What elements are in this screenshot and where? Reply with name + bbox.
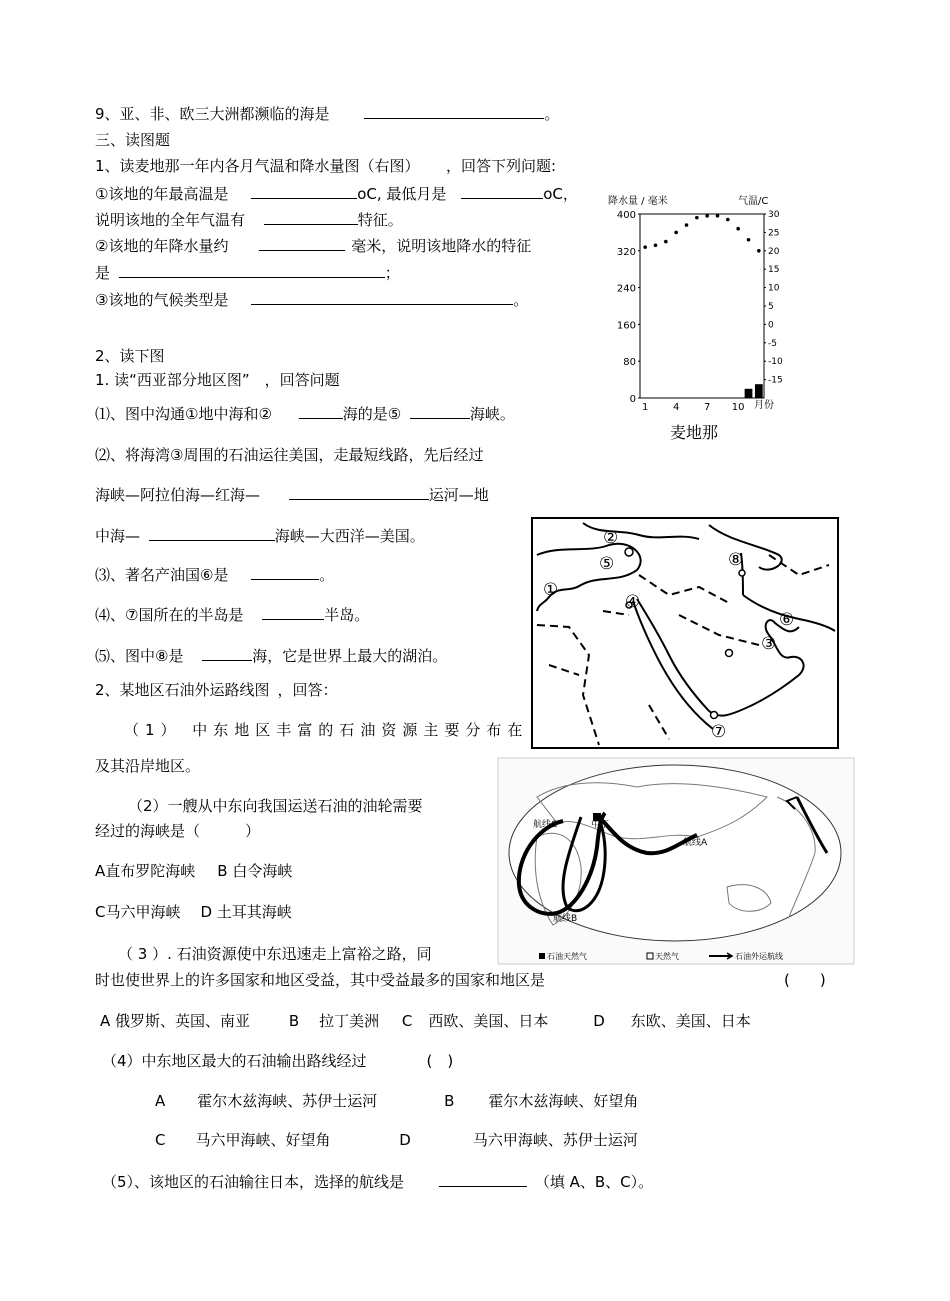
q2-p3-pre: ⑶、著名产油国⑥是: [95, 566, 229, 584]
map2-route-a: 航线A: [683, 838, 708, 848]
map1-label-4: ④: [625, 592, 641, 612]
chart-right-tick: 10: [768, 283, 780, 294]
map2-legend-gas: 天然气: [655, 952, 679, 961]
q1-a1-end: oC，: [543, 185, 578, 203]
q1-a1-blank1[interactable]: [251, 184, 357, 199]
chart-right-tick: 5: [768, 302, 774, 312]
map1-label-1: ①: [543, 580, 559, 600]
q1-a3-blank[interactable]: [251, 290, 513, 305]
map1-label-5: ⑤: [599, 554, 615, 574]
chart-temp-point: [674, 231, 678, 235]
chart-x-tick: 7: [703, 402, 711, 413]
q3-s4-opt-a[interactable]: A: [155, 1092, 166, 1110]
chart-left-axis-label: 降水量 / 毫米: [608, 196, 668, 207]
q3-s4-text: （4）中东地区最大的石油输出路线经过: [102, 1052, 367, 1070]
q2-p4-pre: ⑷、⑦国所在的半岛是: [95, 606, 244, 624]
q9-blank[interactable]: [364, 104, 544, 119]
q2-p1-mid: 海的是⑤: [342, 405, 402, 423]
chart-temp-point: [695, 216, 699, 220]
q3-s5-blank[interactable]: [439, 1172, 527, 1187]
q1-a2b-pre: 是: [95, 264, 111, 282]
q1-a2-mid: 毫米，说明该地降水的特征: [351, 237, 532, 255]
q1-a1-mid: oC, 最低月是: [357, 185, 447, 203]
chart-temp-point: [654, 243, 658, 247]
q3-s4-paren[interactable]: ( ): [426, 1052, 454, 1070]
q1-a2-pre: ②该地的年降水量约: [95, 237, 229, 255]
chart-right-tick: 25: [768, 228, 780, 239]
chart-temp-point: [747, 238, 751, 242]
chart-right-axis-label: 气温/C: [738, 196, 769, 207]
map1-label-8: ⑧: [728, 550, 744, 570]
chart-precip-bar: [755, 384, 763, 398]
map2-mideast: 中东: [591, 820, 610, 830]
q3-s2a: （2）一艘从中东向我国运送石油的油轮需要: [128, 797, 423, 815]
q2-p2c-pre: 中海—: [95, 527, 141, 545]
q2-p5: [95, 646, 447, 666]
q3-s3-opt-b[interactable]: B: [288, 1012, 300, 1030]
q3-s4-opt-d[interactable]: D: [399, 1131, 411, 1149]
q3-title-text: 2、某地区石油外运路线图: [95, 681, 270, 699]
q2-sub: 1. 读“西亚部分地区图” ，回答问题: [95, 371, 340, 389]
q2-p2c-end: 海峡—大西洋—美国。: [274, 527, 425, 545]
q2-title: 2、读下图: [95, 347, 165, 365]
q3-opt-row2: [95, 902, 292, 922]
chart-left-tick: 160: [616, 320, 636, 332]
q1-a2b-end: ；: [384, 264, 400, 282]
q3-s5-pre: （5）、该地区的石油输往日本，选择的航线是: [102, 1173, 405, 1191]
q3-s4-opt-a-text: 霍尔木兹海峡、苏伊士运河: [197, 1092, 378, 1110]
q1-a1b-end: 特征。: [357, 211, 403, 229]
q2-p2b-pre: 海峡—阿拉伯海—红海—: [95, 486, 261, 504]
chart-right-tick: 0: [768, 320, 774, 331]
map1-label-3: ③: [761, 634, 777, 654]
q1-intro-tail: ，回答下列问题:: [446, 157, 557, 175]
q1-a2: [95, 236, 531, 256]
q3-s3-paren[interactable]: ( ): [784, 971, 826, 989]
q3-s4-opt-c-text: 马六甲海峡、好望角: [195, 1131, 331, 1149]
chart-temp-point: [736, 227, 740, 231]
q3-s4-opt-c[interactable]: C: [155, 1131, 166, 1149]
q3-s3-opt-c-text: 西欧、美国、日本: [428, 1012, 549, 1030]
q1-a3-pre: ③该地的气候类型是: [95, 291, 229, 309]
chart-right-tick: -10: [768, 357, 783, 368]
q3-s5-end: （填 A、B、C）。: [534, 1173, 654, 1191]
q3-opt-b[interactable]: B 白令海峡: [217, 862, 293, 880]
q1-a2-blank[interactable]: [259, 236, 345, 251]
q2-p1-blank2[interactable]: [410, 404, 470, 419]
q3-s3-options: [100, 1011, 751, 1031]
q3-s4: [102, 1051, 453, 1071]
section3-title: 三、读图题: [95, 131, 171, 149]
q3-s4-row1: [155, 1091, 638, 1111]
chart-temp-point: [664, 240, 668, 244]
chart-right-tick: 30: [768, 210, 780, 220]
q2-p2b-blank[interactable]: [289, 485, 429, 500]
q2-p5-end: 海，它是世界上最大的湖泊。: [252, 647, 448, 665]
chart-left-tick: 240: [616, 283, 636, 295]
q2-p1-end: 海峡。: [469, 405, 515, 423]
q1-a2b: [95, 263, 400, 283]
q1-a3-end: 。: [513, 291, 529, 309]
q2-p5-blank[interactable]: [202, 646, 252, 661]
chart-x-tick: 1: [641, 402, 649, 413]
q3-opt-row1: [95, 861, 292, 881]
q2-p2c: [95, 526, 425, 546]
chart-precip-bar: [745, 389, 753, 398]
q3-s4-opt-d-text: 马六甲海峡、苏伊士运河: [472, 1131, 638, 1149]
chart-temp-point: [643, 245, 647, 249]
q3-s5: [102, 1172, 653, 1192]
q2-p5-pre: ⑸、图中⑧是: [95, 647, 184, 665]
q1-a1b-blank[interactable]: [264, 210, 358, 225]
q1-a1-pre: ①该地的年最高温是: [95, 185, 229, 203]
q3-title-tail: ，回答：: [277, 681, 338, 699]
climate-chart: [596, 186, 786, 450]
chart-x-tick: 4: [672, 402, 680, 413]
q3-s3-opt-b-text: 拉丁美洲: [319, 1012, 380, 1030]
q1-a3: [95, 290, 528, 310]
q3-s4-row2: [155, 1130, 638, 1150]
q2-p1: [95, 404, 515, 424]
map2-route-b: 航线B: [553, 914, 578, 924]
q3-s4-opt-b[interactable]: B: [444, 1092, 455, 1110]
q2-p2c-blank[interactable]: [149, 526, 275, 541]
q1-intro: [95, 156, 556, 176]
map1-label-7: ⑦: [711, 722, 727, 742]
q3-s3-opt-c[interactable]: C: [401, 1012, 413, 1030]
q1-a1b: [95, 210, 403, 230]
chart-plot-frame: [640, 214, 764, 398]
q2-p3: [95, 565, 334, 585]
chart-temp-point: [705, 214, 709, 218]
q3-opt-c[interactable]: C马六甲海峡: [95, 903, 181, 921]
q3-opt-a[interactable]: A直布罗陀海峡: [95, 862, 196, 880]
chart-right-tick: 15: [768, 265, 780, 276]
chart-left-tick: 320: [616, 246, 636, 258]
q3-s1b: 及其沿岸地区。: [95, 757, 201, 775]
chart-temp-point: [685, 223, 689, 227]
q1-a1b-pre: 说明该地的全年气温有: [95, 211, 246, 229]
chart-right-tick: -15: [768, 375, 783, 386]
q2-p3-blank[interactable]: [251, 565, 319, 580]
chart-temp-point: [726, 218, 730, 222]
q2-p1-blank1[interactable]: [299, 404, 343, 419]
chart-x-tick: 10: [731, 402, 745, 413]
chart-left-tick: 400: [616, 210, 636, 221]
q9-line: [95, 104, 559, 124]
q3-title: [95, 680, 338, 700]
chart-left-tick: 80: [623, 357, 636, 369]
q1-intro-text: 1、读麦地那一年内各月气温和降水量图（右图）: [95, 157, 413, 175]
q2-p3-end: 。: [319, 566, 335, 584]
q3-s2b: 经过的海峡是（ ）: [95, 822, 261, 840]
west-asia-map: [529, 515, 841, 751]
q3-s4-opt-b-text: 霍尔木兹海峡、好望角: [488, 1092, 639, 1110]
chart-right-tick: 20: [768, 246, 780, 257]
chart-title: 麦地那: [670, 423, 719, 442]
q3-s1a: （1） 中东地区丰富的石油资源主要分布在: [124, 721, 529, 739]
chart-temp-point: [757, 249, 761, 253]
q2-p4: [95, 605, 369, 625]
q2-p4-end: 半岛。: [324, 606, 370, 624]
q1-a2b-blank[interactable]: [119, 263, 385, 278]
q3-s3-opt-a[interactable]: A 俄罗斯、英国、南亚: [100, 1012, 251, 1030]
q2-p2: ⑵、将海湾③周围的石油运往美国，走最短线路，先后经过: [95, 446, 484, 464]
map2-legend-route: 石油外运航线: [735, 952, 783, 961]
chart-temp-point: [716, 214, 720, 218]
q2-p2b-end: 运河—地: [428, 486, 489, 504]
chart-x-label: 月份: [754, 400, 774, 411]
q3-s3-opt-d[interactable]: D: [593, 1012, 605, 1030]
chart-left-tick: 0: [629, 394, 636, 405]
q1-a1-blank2[interactable]: [461, 184, 543, 199]
map2-route-c: 航线C: [533, 820, 558, 830]
oil-routes-map: [497, 757, 855, 965]
q2-p1-pre: ⑴、图中沟通①地中海和②: [95, 405, 272, 423]
map2-legend-oil: 石油天然气: [547, 952, 587, 961]
q1-a1: [95, 184, 578, 204]
q3-s3a: （ 3 ）. 石油资源使中东迅速走上富裕之路，同: [118, 945, 432, 963]
q9-end: 。: [544, 105, 560, 123]
q3-s3b: 时也使世界上的许多国家和地区受益，其中受益最多的国家和地区是: [95, 971, 546, 989]
q2-p2b: [95, 485, 489, 505]
map1-label-6: ⑥: [779, 610, 795, 630]
map1-label-2: ②: [603, 528, 619, 548]
chart-right-tick: -5: [768, 338, 777, 349]
q9-text: 9、亚、非、欧三大洲都濒临的海是: [95, 105, 330, 123]
q3-s3-opt-d-text: 东欧、美国、日本: [630, 1012, 751, 1030]
q3-opt-d[interactable]: D 土耳其海峡: [200, 903, 292, 921]
q2-p4-blank[interactable]: [262, 605, 324, 620]
